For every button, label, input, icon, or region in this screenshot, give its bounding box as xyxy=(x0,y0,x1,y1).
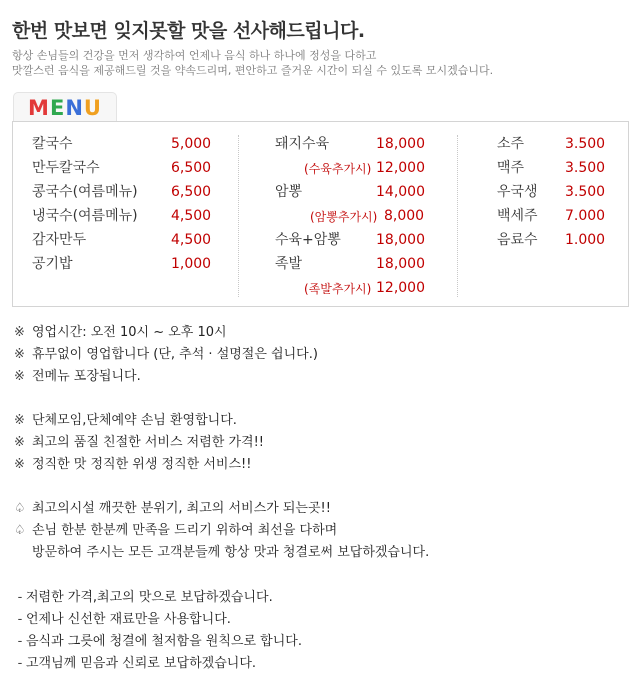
menu-item-price: 4,500 xyxy=(171,232,212,248)
menu-item-name: 맥주 xyxy=(497,160,525,176)
info-line xyxy=(14,633,302,651)
menu-tab xyxy=(13,92,117,122)
menu-item-name: 돼지수육 xyxy=(275,136,330,152)
menu-item-price: 12,000 xyxy=(376,160,425,176)
menu-item-note: (족발추가시) xyxy=(304,282,372,296)
menu-item-price: 18,000 xyxy=(376,232,425,248)
menu-item-name: 콩국수(여름메뉴) xyxy=(32,184,138,200)
intro-line: 항상 손님들의 건강을 먼저 생각하여 언제나 음식 하나 하나에 정성을 다하고 xyxy=(12,49,377,62)
info-text: 최고의시설 깨끗한 분위기, 최고의 서비스가 되는곳!! xyxy=(32,501,331,516)
menu-item-name: 만두칼국수 xyxy=(32,160,100,176)
info-line xyxy=(14,412,237,430)
menu-item-price: 7.000 xyxy=(565,208,606,224)
info-line xyxy=(14,324,227,342)
info-line xyxy=(32,544,429,562)
menu-item-price: 3.500 xyxy=(565,184,606,200)
info-text: 최고의 품질 친절한 서비스 저렴한 가격!! xyxy=(32,435,265,450)
info-line xyxy=(14,456,251,474)
info-text: 음식과 그릇에 청결에 철저함을 원칙으로 합니다. xyxy=(26,634,302,649)
reference-mark-icon: ※ xyxy=(14,325,25,340)
menu-item-note: (수육추가시) xyxy=(304,162,372,176)
menu-item-price: 1.000 xyxy=(565,232,606,248)
info-line xyxy=(14,522,337,540)
info-text: 고객님께 믿음과 신뢰로 보답하겠습니다. xyxy=(26,656,257,671)
menu-letter: M xyxy=(28,96,50,120)
reference-mark-icon: ※ xyxy=(14,369,25,384)
reference-mark-icon: ※ xyxy=(14,435,25,450)
dash-icon: - xyxy=(17,656,23,671)
menu-item-price: 18,000 xyxy=(376,136,425,152)
info-line xyxy=(14,589,273,607)
menu-item-name: 백세주 xyxy=(497,208,538,224)
menu-item-price: 3.500 xyxy=(565,136,606,152)
menu-item-name: 공기밥 xyxy=(32,256,73,272)
info-line xyxy=(14,655,256,673)
info-line xyxy=(14,368,141,386)
info-text: 전메뉴 포장됩니다. xyxy=(32,369,141,384)
menu-item-name: 수육+암뽕 xyxy=(275,232,341,248)
menu-item-name: 냉국수(여름메뉴) xyxy=(32,208,138,224)
info-text: 언제나 신선한 재료만을 사용합니다. xyxy=(26,612,231,627)
spade-icon: ♤ xyxy=(14,501,26,516)
info-text: 휴무없이 영업합니다 (단, 추석 · 설명절은 쉽니다.) xyxy=(32,347,318,362)
info-text: 방문하여 주시는 모든 고객분들께 항상 맛과 청결로써 보답하겠습니다. xyxy=(32,545,430,560)
info-text: 손님 한분 한분께 만족을 드리기 위하여 최선을 다하며 xyxy=(32,523,338,538)
menu-item-price: 18,000 xyxy=(376,256,425,272)
menu-item-note: (암뽕추가시) xyxy=(310,210,378,224)
spade-icon: ♤ xyxy=(14,523,26,538)
page-title: 한번 맛보면 잊지못할 맛을 선사해드립니다. xyxy=(12,20,365,42)
menu-item-name: 족발 xyxy=(275,256,303,272)
menu-item-price: 6,500 xyxy=(171,160,212,176)
menu-item-name: 우국생 xyxy=(497,184,538,200)
menu-item-price: 3.500 xyxy=(565,160,606,176)
dash-icon: - xyxy=(17,634,23,649)
dash-icon: - xyxy=(17,590,23,605)
menu-item-price: 12,000 xyxy=(376,280,425,296)
menu-item-price: 1,000 xyxy=(171,256,212,272)
info-line xyxy=(14,434,264,452)
menu-item-price: 5,000 xyxy=(171,136,212,152)
menu-item-price: 6,500 xyxy=(171,184,212,200)
menu-item-name: 감자만두 xyxy=(32,232,87,248)
info-text: 영업시간: 오전 10시 ~ 오후 10시 xyxy=(32,325,227,340)
menu-letter: N xyxy=(65,96,84,120)
info-line xyxy=(14,611,231,629)
menu-item-name: 칼국수 xyxy=(32,136,73,152)
menu-item-price: 4,500 xyxy=(171,208,212,224)
info-text: 정직한 맛 정직한 위생 정직한 서비스!! xyxy=(32,457,252,472)
info-text: 단체모임,단체예약 손님 환영합니다. xyxy=(32,413,237,428)
reference-mark-icon: ※ xyxy=(14,347,25,362)
column-divider xyxy=(238,135,239,297)
menu-item-name: 음료수 xyxy=(497,232,538,248)
column-divider xyxy=(457,135,458,297)
intro-line: 맛깔스런 음식을 제공해드릴 것을 약속드리며, 편안하고 즐거운 시간이 되실 수 있도록 모시겠습니다. xyxy=(12,64,494,77)
info-line xyxy=(14,500,331,518)
menu-letter: U xyxy=(83,96,102,120)
menu-item-name: 암뽕 xyxy=(275,184,303,200)
info-line xyxy=(14,346,318,364)
info-text: 저렴한 가격,최고의 맛으로 보답하겠습니다. xyxy=(26,590,273,605)
reference-mark-icon: ※ xyxy=(14,457,25,472)
menu-letter: E xyxy=(49,96,66,120)
reference-mark-icon: ※ xyxy=(14,413,25,428)
intro-text xyxy=(12,48,493,78)
menu-item-name: 소주 xyxy=(497,136,525,152)
menu-item-price: 8,000 xyxy=(384,208,425,224)
dash-icon: - xyxy=(17,612,23,627)
menu-item-price: 14,000 xyxy=(376,184,425,200)
